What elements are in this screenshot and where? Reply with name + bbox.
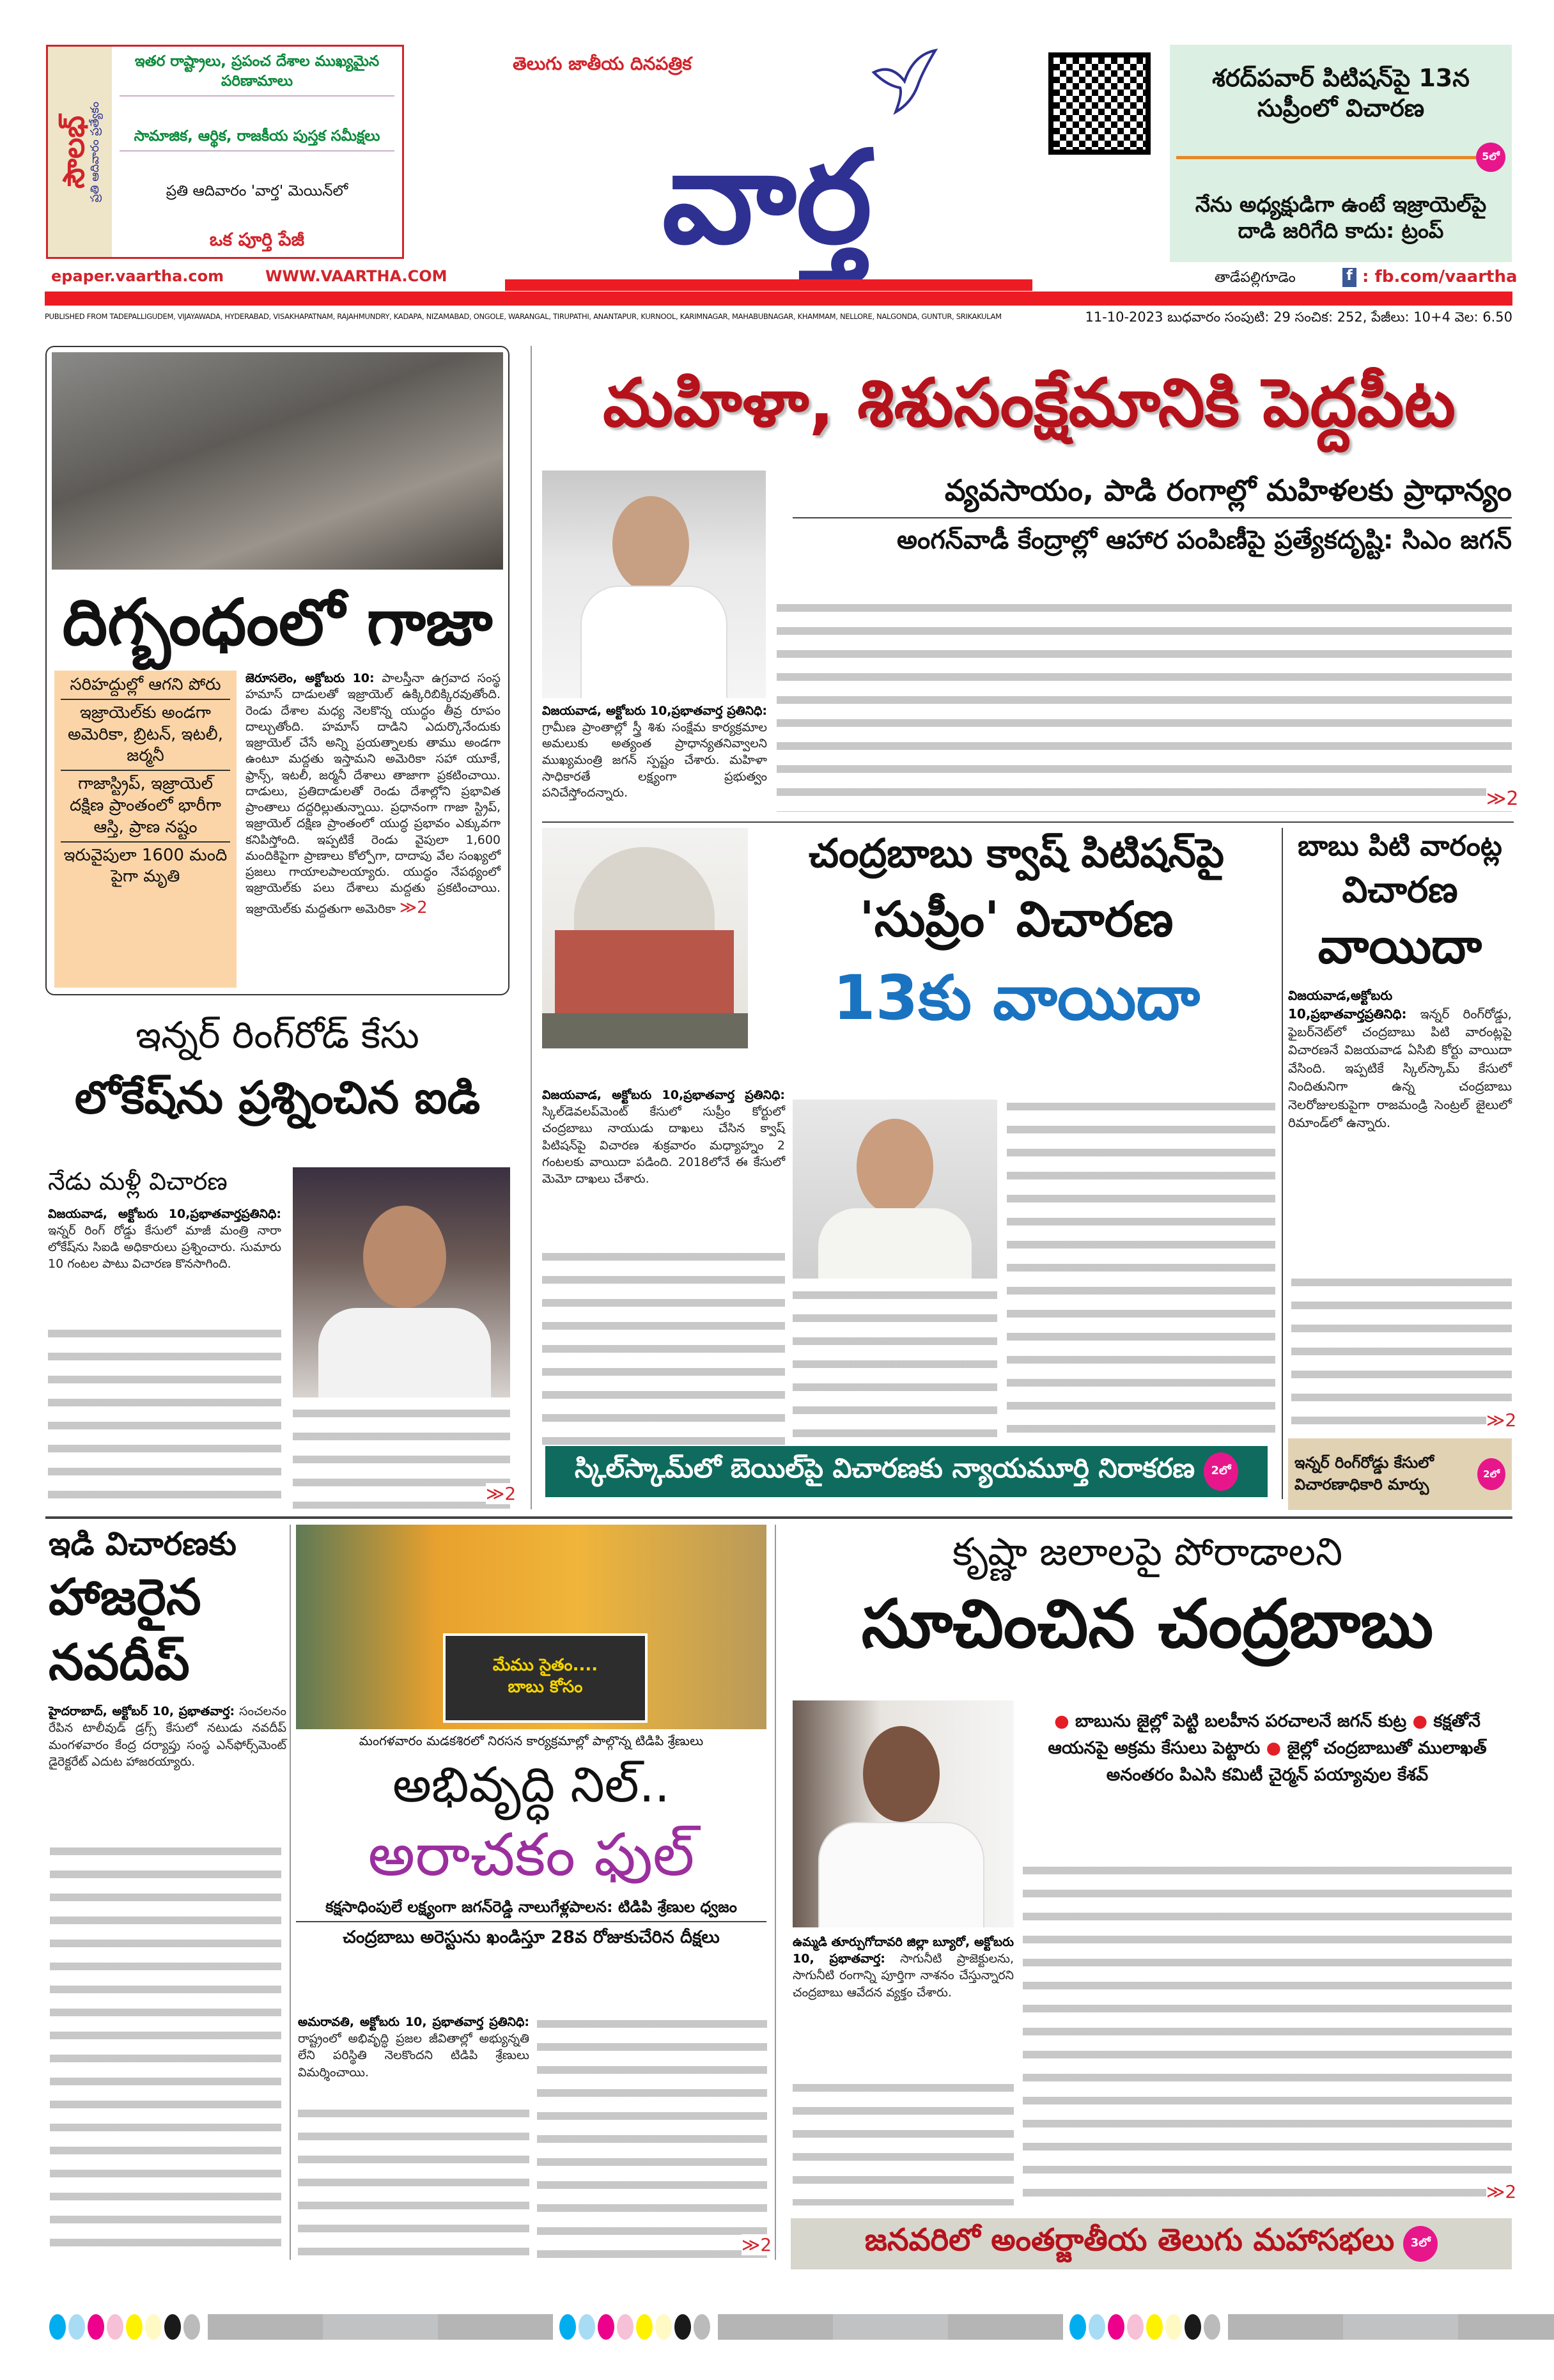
supreme-headline1[interactable]: చంద్రబాబు క్వాష్ పిటిషన్‌పై	[808, 830, 1225, 876]
top-right-box[interactable]	[1170, 45, 1512, 262]
logo-wordmark: వార్త	[662, 123, 873, 272]
gaza-photo	[52, 352, 503, 570]
tdp-headline2[interactable]: అరాచకం ఫుల్	[368, 1821, 695, 1890]
page-badge[interactable]: 5లో	[1476, 143, 1505, 172]
krishna-headline1[interactable]: కృష్ణా జలాలపై పోరాడాలని	[952, 1530, 1343, 1575]
navdeep-headline1[interactable]: ఇడి విచారణకు	[49, 1525, 237, 1562]
supreme-headline2[interactable]: 'సుప్రీం' విచారణ	[859, 891, 1174, 948]
lead-sub2: అంగన్‌వాడీ కేంద్రాల్లో ఆహార పంపిణీపై ప్రత్యేకదృష్టి: సిఎం జగన్	[897, 525, 1512, 556]
telugu-conference-banner[interactable]: జనవరిలో అంతర్జాతీయ తెలుగు మహాసభలు 3లో	[791, 2218, 1512, 2269]
masthead-rule	[45, 292, 1512, 306]
navdeep-body: హైదరాబాద్, అక్టోబర్ 10, ప్రభాతవార్త: సంచలనం రేపిన టాలీవుడ్ డ్రగ్స్ కేసులో నటుడు నవదీప్ మంగళవారం కేంద్ర దర్యాప్తు సంస్థ ఎన్‌ఫోర్స్‌మెంట్ డైరెక్టరేట్ ఎదుట హాజరయ్యారు.	[49, 1704, 286, 1769]
bullet-icon: ●	[1412, 1711, 1428, 1731]
supreme-court-photo	[542, 828, 748, 1048]
navdeep-headline2[interactable]: హాజరైన	[49, 1569, 201, 1626]
supreme-headline3[interactable]: 13కు వాయిదా	[832, 961, 1200, 1034]
page-badge[interactable]: 2లో	[1477, 1458, 1505, 1490]
pt-warrant-body: విజయవాడ,అక్టోబరు 10,ప్రభాతవార్తప్రతినిధి: ఇన్నర్ రింగ్‌రోడ్డు, ఫైబర్‌నెట్‌లో చంద్రబాబు పిటి వారంట్లపై విచారణనే విజయవాడ ఏసిబి కోర్టు వాయిదా వేసింది. ఇప్పటికే స్కిల్‌స్కామ్ కేసులో నిందితునిగా ఉన్న చంద్రబాబు నెలరోజులకుపైగా రాజమండ్రి సెంట్రల్ జైలులో రిమాండ్‌లో ఉన్నారు.	[1288, 988, 1512, 1130]
bullet-icon: ●	[1054, 1711, 1069, 1731]
lokesh-headline1[interactable]: ఇన్నర్ రింగ్‌రోడ్ కేసు	[136, 1013, 419, 1057]
pt-warrant-headline1[interactable]: బాబు పిటి వారంట్ల	[1298, 830, 1502, 862]
lokesh-headline2[interactable]: లోకేష్‌ను ప్రశ్నించిన ఐడి	[74, 1071, 481, 1124]
section-divider	[45, 1516, 1512, 1519]
story-sharad-pawar[interactable]: శరద్‌పవార్ పిటిషన్‌పై 13న సుప్రీంలో విచారణ	[1212, 63, 1470, 123]
chandrababu-photo	[793, 1100, 997, 1279]
promo-item: ప్రతి ఆదివారం 'వార్త' మెయిన్‌లో	[166, 183, 348, 200]
tdp-photo-caption: మంగళవారం మడకశిరలో నిరసన కార్యక్రమాల్లో పాల్గొన్న టిడిపి శ్రేణులు	[359, 1733, 704, 1748]
color-registration-bar	[48, 2314, 1518, 2340]
issue-info: 11-10-2023 బుధవారం సంపుటి: 29 సంచిక: 252, పేజీలు: 10+4 వెల: 6.50	[1085, 309, 1512, 325]
facebook-icon: f	[1342, 268, 1356, 287]
krishna-body: ఉమ్మడి తూర్పుగోదావరి జిల్లా బ్యూరో, అక్టోబరు 10, ప్రభాతవార్త: సాగునీటి ప్రాజెక్టులను, సాగునీటి రంగాన్ని పూర్తిగా నాశనం చేస్తున్నారని చంద్రబాబు ఆవేదన వ్యక్తం చేశారు.	[793, 1935, 1014, 2000]
continued-marker[interactable]: ≫2	[486, 1483, 517, 1504]
epaper-link[interactable]: epaper.vaartha.com	[51, 267, 224, 285]
qr-code[interactable]	[1048, 52, 1151, 155]
continued-marker[interactable]: ≫2	[1486, 788, 1519, 810]
krishna-bullets: ● బాబును జైల్లో పెట్టి బలహీన పరచాలనే జగన్ కుట్ర ● కక్షతోనే ఆయనపై అక్రమ కేసులు పెట్టారు ● జైల్లో చంద్రబాబుతో ములాఖత్ అనంతరం పిఎసి కమిటీ చైర్మన్ పయ్యావుల కేశవ్	[1048, 1711, 1487, 1785]
lokesh-body: విజయవాడ, అక్టోబరు 10,ప్రభాతవార్తప్రతినిధి: ఇన్నర్ రింగ్ రోడ్డు కేసులో మాజీ మంత్రి నారా లోకేష్‌ను సిఐడి అధికారులు ప్రశ్నించారు. సుమారు 10 గంటల పాటు విచారణ కొనసాగింది.	[48, 1206, 281, 1272]
navdeep-headline3[interactable]: నవదీప్	[49, 1633, 190, 1692]
continued-marker[interactable]: ≫2	[742, 2234, 772, 2255]
gaza-headline[interactable]: దిగ్బంధంలో గాజా	[62, 585, 493, 660]
promo-item: ఇతర రాష్ట్రాలు, ప్రపంచ దేశాల ముఖ్యమైన పరిణామాలు	[120, 52, 394, 97]
skill-scam-banner[interactable]: స్కిల్‌స్కామ్‌లో బెయిల్‌పై విచారణకు న్యాయమూర్తి నిరాకరణ 2లో	[545, 1446, 1268, 1497]
lead-body: విజయవాడ, అక్టోబరు 10,ప్రభాతవార్త ప్రతినిధి: గ్రామీణ ప్రాంతాల్లో స్త్రీ శిశు సంక్షేమ కార్యక్రమాల అమలుకు అత్యంత ప్రాధాన్యతనివ్వాలని ముఖ్యమంత్రి జగన్ స్పష్టం చేశారు. మహిళా సాధికారతే లక్ష్యంగా ప్రభుత్వం పనిచేస్తోందన్నారు.	[542, 704, 767, 800]
lokesh-photo	[293, 1167, 510, 1397]
tdp-protest-photo	[296, 1525, 766, 1729]
pt-warrant-headline3[interactable]: వాయిదా	[1317, 917, 1482, 974]
dove-icon	[863, 46, 946, 116]
supreme-body-columns	[542, 1247, 785, 1445]
tagline: తెలుగు జాతీయ దినపత్రిక	[513, 53, 692, 74]
protest-banner: మేము సైతం.... బాబు కోసం	[443, 1633, 648, 1723]
location: తాడేపల్లిగూడెం	[1215, 270, 1296, 286]
supreme-body: విజయవాడ, అక్టోబరు 10,ప్రభాతవార్త ప్రతినిధి: స్కిల్‌డెవలప్‌మెంట్ కేసులో సుప్రీం కోర్టులో చంద్రబాబు నాయుడు దాఖలు చేసిన క్వాష్ పిటిషన్‌పై విచారణ శుక్రవారం మధ్యాహ్నం 2 గంటలకు వాయిదా పడింది. 2018లోనే ఈ కేసులో మెమో దాఖలు చేశారు.	[542, 1088, 785, 1186]
krishna-headline2[interactable]: సూచించిన చంద్రబాబు	[861, 1585, 1434, 1663]
tdp-body: అమరావతి, అక్టోబరు 10, ప్రభాతవార్త ప్రతినిధి: రాష్ట్రంలో అభివృద్ధి ప్రజల జీవితాల్లో అభ్యున్నతి లేని పరిస్థితి నెలకొందని టిడిపి శ్రేణులు విమర్శించాయి.	[298, 2015, 529, 2080]
promo-box[interactable]	[46, 45, 404, 259]
gaza-story[interactable]: దిగ్బంధంలో గాజా సరిహద్దుల్లో ఆగని పోరు ఇజ్రాయెల్‌కు అండగా అమెరికా, బ్రిటన్, ఇటలీ, జర్మనీ గాజాస్ట్రిప్, ఇజ్రాయెల్ దక్షిణ ప్రాంతంలో భారీగా ఆస్తి, ప్రాణ నష్టం ఇరువైపులా 1600 మంది పైగా మృతి జెరూసలెం, అక్టోబరు 10: పాలస్తీనా ఉగ్రవాద సంస్థ హమాస్ దాడులతో ఇజ్రాయెల్ ఉక్కిరిబిక్కిరవుతోంది. రెండు దేశాల మధ్య నెలకొన్న యుద్ధం తీవ్ర రూపం దాల్చుతోంది. హమాస్ దాడిని ఎదుర్కొనేందుకు ఇజ్రాయెల్ చేసే అన్ని ప్రయత్నాలకు తాము అండగా ఉంటూ మద్దతు ఇస్తామని అమెరికా సహా యూకే, ఫ్రాన్స్, ఇటలీ, జర్మనీ దేశాలు తాజాగా ప్రకటించాయి. దాడులు, ప్రతిదాడులతో రెండు దేశాల్లోని ప్రభావిత ప్రాంతాలు దద్దరిల్లుతున్నాయి. ప్రధానంగా గాజా స్ట్రిప్, ఇజ్రాయెల్ దక్షిణ ప్రాంతంలో యుద్ధ ప్రభావం ఎక్కువగా కనిపిస్తోంది. ఇప్పటికే రెండు వైపులా 1,600 మందికిపైగా ప్రాణాలు కోల్పోగా, దాదాపు వేల సంఖ్యలో ప్రజలు గాయాలపాలయ్యారు. యుద్ధం నేపథ్యంలో ఇజ్రాయెల్‌కు పలు దేశాలు మద్దతు ప్రకటించాయి. ఇజ్రాయెల్‌కు మద్దతుగా అమెరికా ≫2	[45, 346, 509, 995]
continued-marker[interactable]: ≫2	[1486, 1410, 1517, 1431]
story-trump[interactable]: నేను అధ్యక్షుడిగా ఉంటే ఇజ్రాయెల్‌పై దాడి జరిగేది కాదు: ట్రంప్	[1195, 191, 1487, 243]
lead-headline[interactable]: మహిళా, శిశుసంక్షేమానికి పెద్దపీట	[603, 364, 1456, 442]
continued-marker[interactable]: ≫2	[399, 898, 428, 917]
promo-vertical-title: సౌలభ్ ప్రతి ఆదివారం ప్రత్యేకం	[48, 47, 112, 257]
payyavula-keshav-photo	[793, 1700, 1014, 1927]
newspaper-logo	[505, 46, 1036, 295]
page-badge[interactable]: 2లో	[1204, 1452, 1238, 1491]
continued-marker[interactable]: ≫2	[1486, 2181, 1517, 2202]
facebook-link[interactable]: f : fb.com/vaartha	[1342, 267, 1518, 287]
tdp-headline1[interactable]: అభివృద్ధి నిల్..	[392, 1756, 670, 1813]
tdp-sub1: కక్షసాధింపులే లక్ష్యంగా జగన్‌రెడ్డి నాలుగేళ్లపాలన: టిడిపి శ్రేణుల ధ్వజం	[296, 1897, 766, 1922]
bullet-icon: ●	[1266, 1738, 1282, 1758]
lokesh-sub: నేడు మళ్లీ విచారణ	[48, 1167, 228, 1195]
page-badge[interactable]: 3లో	[1403, 2226, 1438, 2262]
lead-body-columns	[777, 598, 1512, 812]
website-link[interactable]: WWW.VAARTHA.COM	[265, 267, 447, 285]
tdp-sub2: చంద్రబాబు అరెస్టును ఖండిస్తూ 28వ రోజుకుచేరిన దీక్షలు	[343, 1927, 720, 1947]
gaza-highlights: సరిహద్దుల్లో ఆగని పోరు ఇజ్రాయెల్‌కు అండగా అమెరికా, బ్రిటన్, ఇటలీ, జర్మనీ గాజాస్ట్రిప్, ఇజ్రాయెల్ దక్షిణ ప్రాంతంలో భారీగా ఆస్తి, ప్రాణ నష్టం ఇరువైపులా 1600 మంది పైగా మృతి	[54, 671, 237, 988]
published-from: PUBLISHED FROM TADEPALLIGUDEM, VIJAYAWADA, HYDERABAD, VISAKHAPATNAM, RAJAHMUNDRY, KADAPA, NIZAMABAD, ONGOLE, WARANGAL, TIRUPATHI, ANANTAPUR, KURNOOL, KARIMNAGAR, MAHABUBNAGAR, KHAMMAM, NELLORE, NALGONDA, GUNTUR, SRIKAKULAM	[45, 312, 1002, 321]
pt-warrant-headline2[interactable]: విచారణ	[1342, 869, 1458, 911]
promo-highlight: ఒక పూర్తి పేజీ	[209, 229, 305, 251]
cm-jagan-photo	[542, 471, 766, 698]
inner-ring-road-box[interactable]: ఇన్నర్ రింగ్‌రోడ్డు కేసులో విచారణాధికారి మార్పు 2లో	[1288, 1438, 1512, 1510]
promo-item: సామాజిక, ఆర్థిక, రాజకీయ పుస్తక సమీక్షలు	[120, 123, 394, 152]
lead-sub1: వ్యవసాయం, పాడి రంగాల్లో మహిళలకు ప్రాధాన్యం	[793, 473, 1512, 518]
